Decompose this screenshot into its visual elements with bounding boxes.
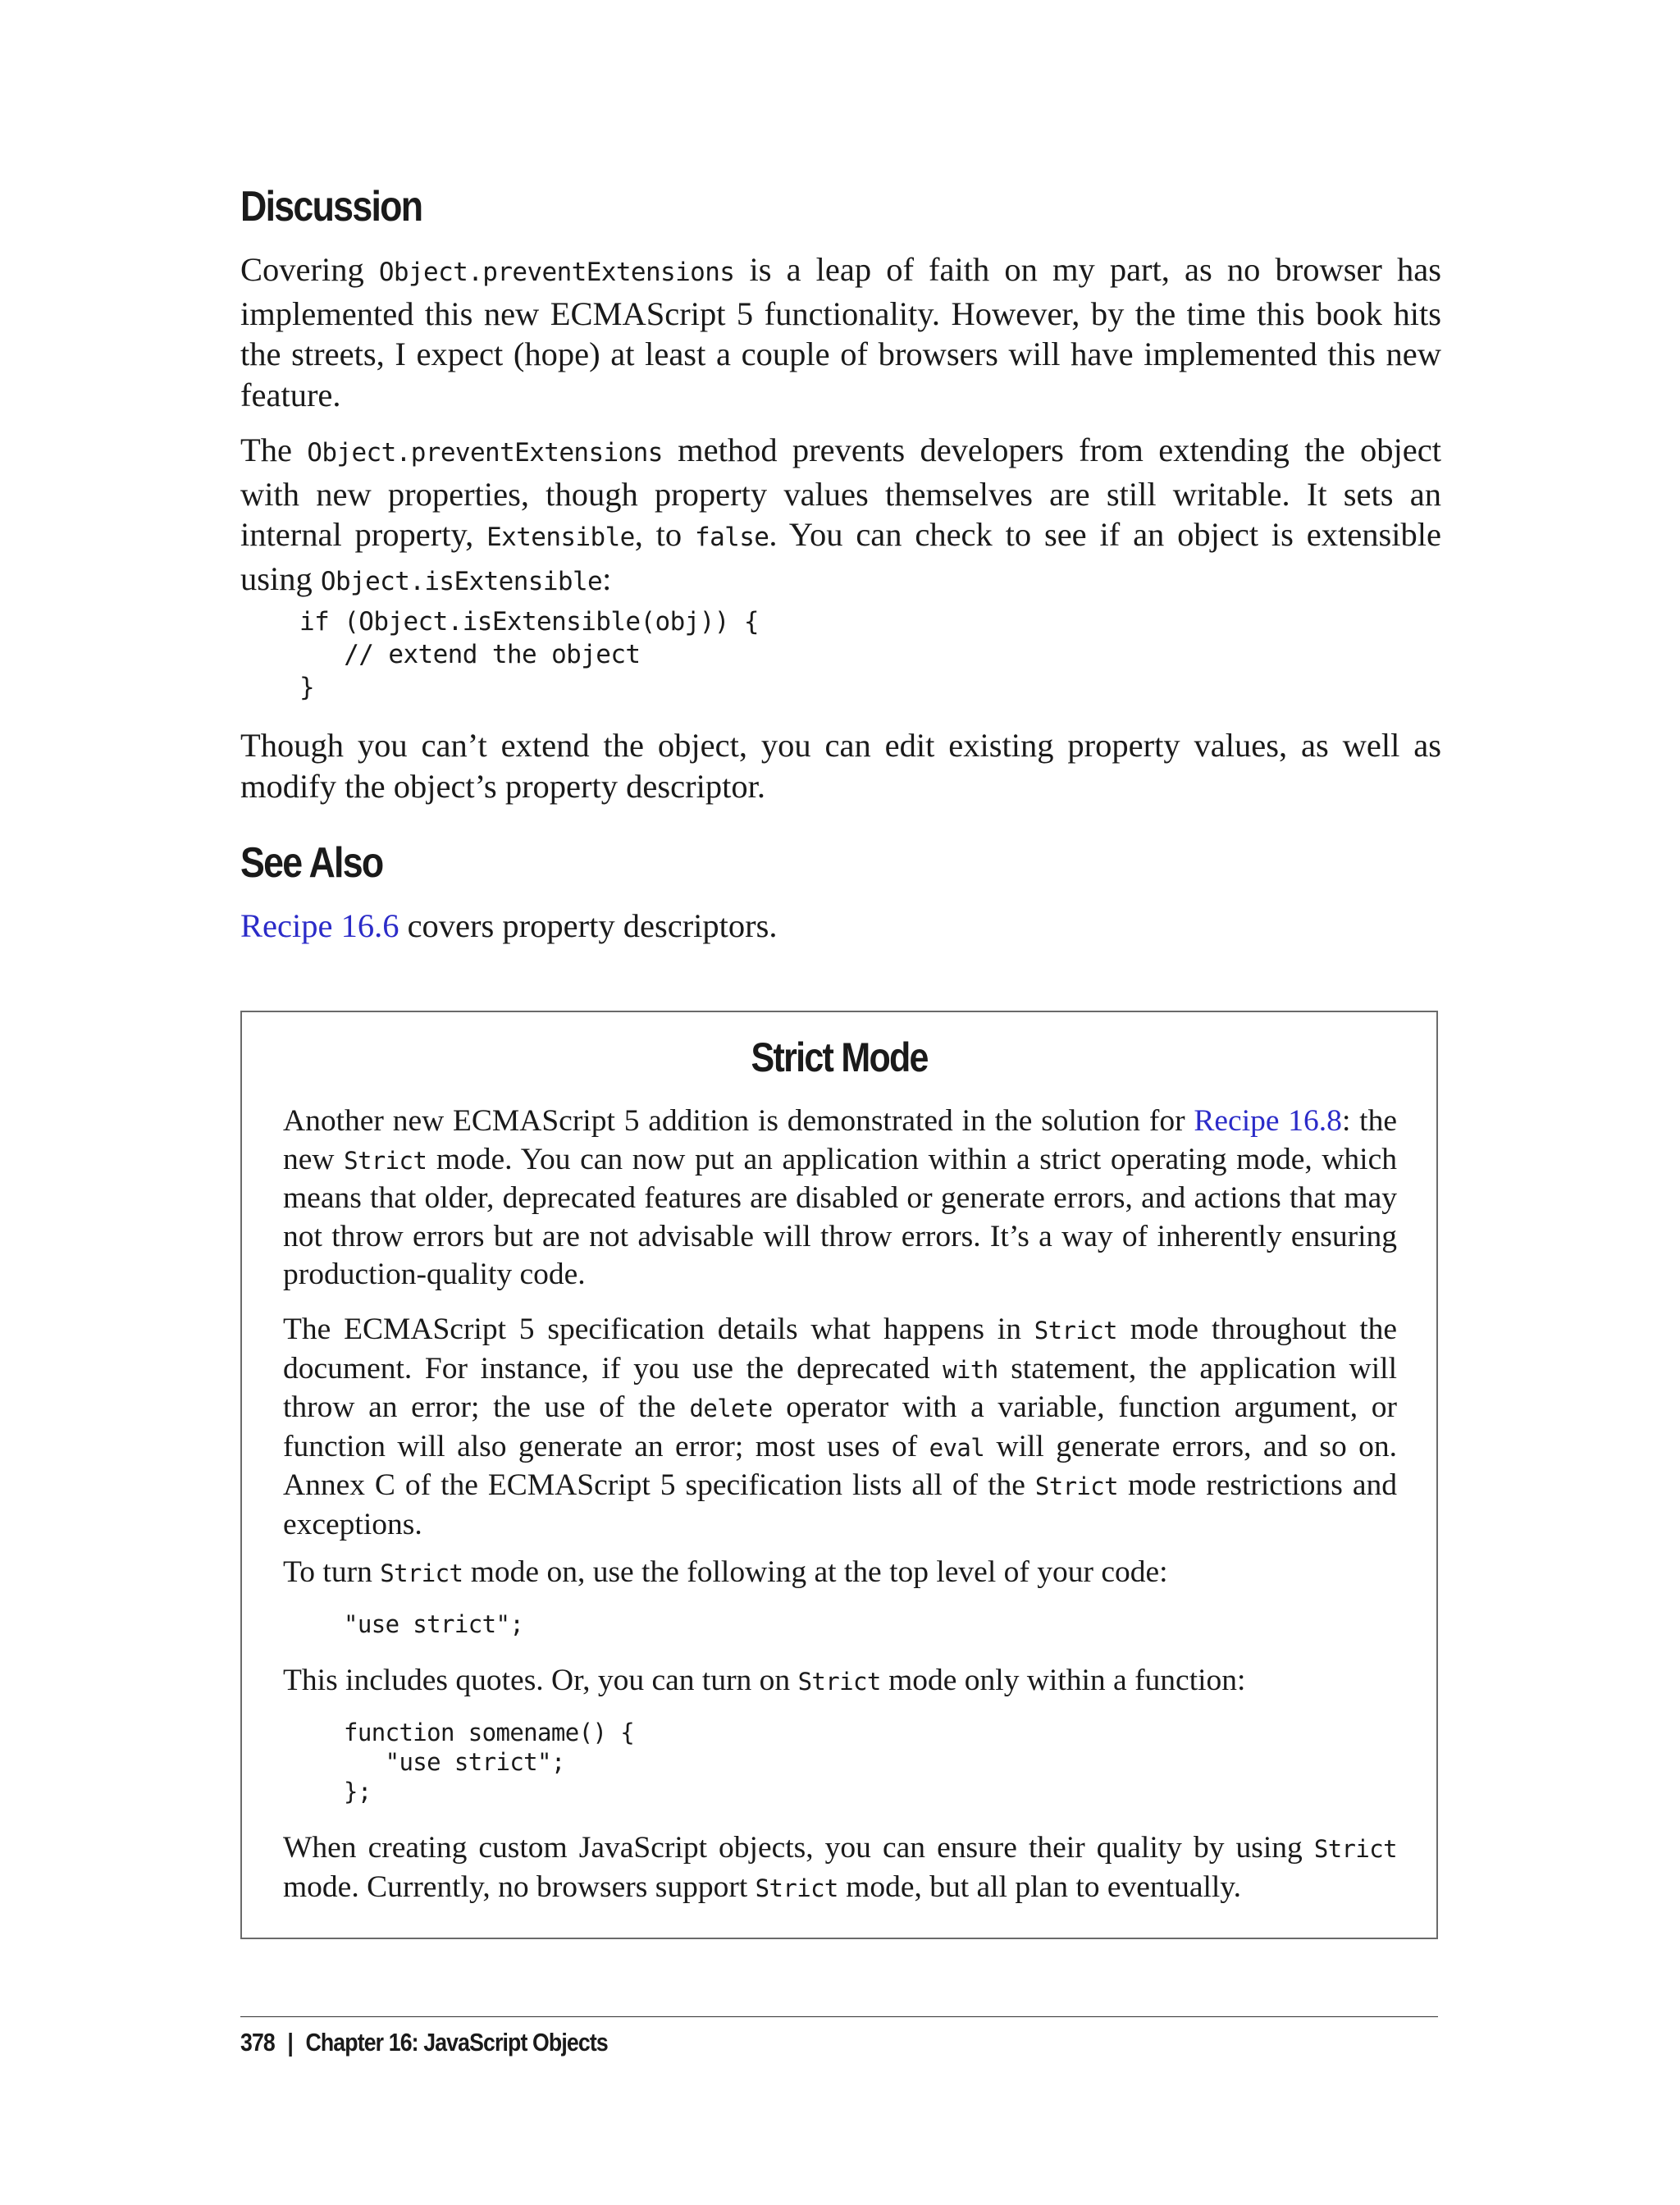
code-example-isextensible: if (Object.isExtensible(obj)) { // extend the object } [299,607,759,702]
inline-code: Strict [755,1874,838,1902]
sidebar-paragraph-5: When creating custom JavaScript objects, you can ensure their quality by using Strict mode. Currently, no browsers support Strict mode, but all plan to eventually. [283,1831,1397,1904]
sidebar-paragraph-2: The ECMAScript 5 specification details what happens in Strict mode throughout the document. For instance, if you use the deprecated with statement, the application will throw an error; the use of the delete operator with a variable, function argument, or function will also generate an error; most uses of eval will generate errors, and so on. Annex C of the ECMAScript 5 specification lists all of the Strict mode restrictions and exceptions. [283,1312,1398,1541]
inline-code: Strict [344,1146,427,1175]
inline-code: with [943,1355,998,1384]
inline-code: Strict [1313,1835,1397,1863]
inline-code: Strict [797,1668,881,1696]
recipe-16-6-link[interactable]: Recipe 16.6 [240,907,399,944]
inline-code: Object.isExtensible [320,566,603,596]
footer-rule [240,2016,1438,2017]
inline-code: Object.preventExtensions [378,258,735,287]
inline-code: Object.preventExtensions [307,438,663,468]
code-example-function: function somename() { "use strict"; }; [344,1719,635,1806]
sidebar-paragraph-3: To turn Strict mode on, use the following at the top level of your code: [283,1555,1168,1589]
footer-separator: | [287,2028,294,2057]
inline-code: eval [929,1433,985,1462]
sidebar-paragraph-1: Another new ECMAScript 5 addition is demonstrated in the solution for Recipe 16.8: the new Strict mode. You can now put an application within a strict operating mode, which means that older, deprecated features are disabled or generate errors, and actions that may not throw errors but are not advisable will throw errors. It’s a way of inherently ensuring production-quality code. [283,1104,1397,1291]
sidebar-title: Strict Mode [751,1034,928,1080]
discussion-paragraph-1: Covering Object.preventExtensions is a leap of faith on my part, as no browser has implemented this new ECMAScript 5 functionality. However, by the time this book hits the streets, I expect (hope) at least a couple of browsers will have implemented this new feature. [240,251,1442,413]
page-footer [240,2028,608,2057]
discussion-paragraph-3: Though you can’t extend the object, you can edit existing property values, as well as modify the object’s property descriptor. [240,727,1441,805]
chapter-title: Chapter 16: JavaScript Objects [305,2028,608,2057]
strict-mode-sidebar [240,1011,1438,1939]
inline-code: false [695,523,769,552]
inline-code: Strict [380,1559,463,1587]
inline-code: Extensible [486,523,635,552]
discussion-paragraph-2: The Object.preventExtensions method prevents developers from extending the object with new properties, though property values themselves are still writable. It sets an internal property, Extensible, to false. You can check to see if an object is extensible using Object.isExtensible: [240,431,1441,597]
sidebar-paragraph-4: This includes quotes. Or, you can turn on Strict mode only within a function: [283,1664,1246,1697]
inline-code: delete [689,1395,773,1422]
see-also-paragraph: Recipe 16.6 covers property descriptors. [240,907,778,944]
inline-code: Strict [1034,1317,1117,1344]
recipe-16-8-link[interactable]: Recipe 16.8 [1194,1104,1342,1138]
inline-code: Strict [1034,1472,1119,1500]
see-also-heading: See Also [240,839,383,887]
code-example-use-strict: "use strict"; [344,1610,524,1638]
page-number: 378 [240,2028,275,2057]
discussion-heading: Discussion [240,183,422,231]
